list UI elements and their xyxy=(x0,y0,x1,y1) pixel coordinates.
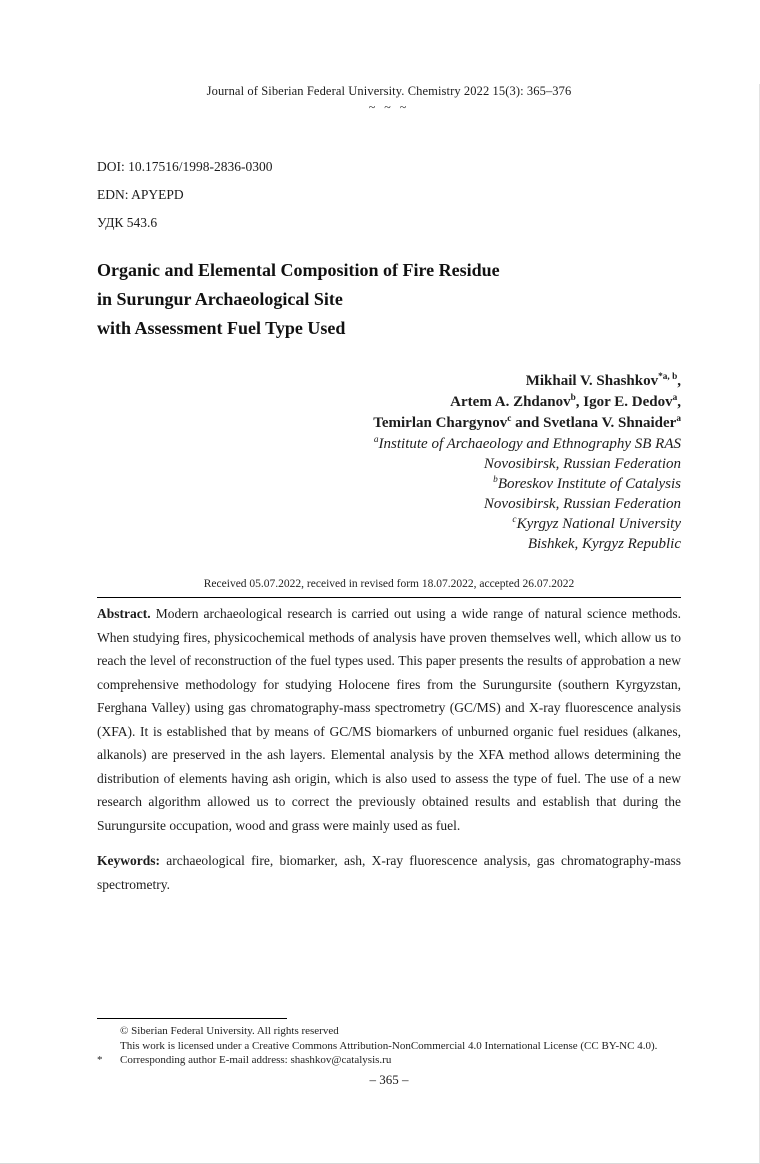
author-affiliation-marker: b xyxy=(570,393,576,403)
abstract-label: Abstract. xyxy=(97,606,151,621)
udk-line: УДК 543.6 xyxy=(97,215,158,230)
abstract-text: Modern archaeological research is carried out using a wide range of natural science methods. When studying fires, physicochemical methods of analysis have proven themselves well, which allow us to reach the level of reconstruction of the fuel types used. This paper presents the results of approbation a new comprehensive methodology for studying Holocene fires from the Surungursite (southern Kyrgyzstan, Ferghana Valley) using gas chromatography-mass spectrometry (GC/MS) and X-ray fluorescence analysis (XFA). It is established that by means of GC/MS biomarkers of unburned organic fuel residues (alkanes, alkanols) are preserved in the ash layers. Elemental analysis by the XFA method allows determining the distribution of elements having ash origin, which is also used to assess the type of fuel. The use of a new research algorithm allowed us to correct the previously obtained results and establish that during the Surungursite occupation, wood and grass were mainly used as fuel. xyxy=(97,606,681,833)
author-affiliation-marker: a xyxy=(672,393,678,403)
article-meta xyxy=(97,159,681,230)
corresponding-author-line xyxy=(97,1053,681,1067)
author-affiliation-marker: *a, b xyxy=(658,372,678,382)
author-name: Mikhail V. Shashkov xyxy=(525,373,659,389)
affiliation-marker: b xyxy=(493,475,498,485)
affiliation-text: Institute of Archaeology and Ethnography SB RAS xyxy=(378,436,681,452)
affiliation-text: Novosibirsk, Russian Federation xyxy=(483,456,681,472)
affiliation-line xyxy=(97,434,681,454)
article-title xyxy=(97,256,681,343)
affiliation-line xyxy=(97,474,681,494)
author-affiliation-marker: c xyxy=(507,414,512,424)
author-separator: , xyxy=(677,394,681,410)
author-name: and Svetlana V. Shnaider xyxy=(511,415,677,431)
author-name: , Igor E. Dedov xyxy=(575,394,673,410)
affiliation-text: Boreskov Institute of Catalysis xyxy=(497,476,681,492)
page-number: – 365 – xyxy=(369,1072,409,1087)
affiliation-line xyxy=(97,534,681,554)
affiliation-marker: a xyxy=(373,435,379,445)
affiliation-text: Novosibirsk, Russian Federation xyxy=(483,496,681,512)
article-title-line-2: in Surungur Archaeological Site xyxy=(97,289,343,309)
author-name: Artem A. Zhdanov xyxy=(450,394,571,410)
abstract-divider xyxy=(97,597,681,598)
edn-line: EDN: APYEPD xyxy=(97,187,184,202)
author-affiliation-marker: a xyxy=(676,414,681,424)
author-separator: , xyxy=(677,373,681,389)
asterisk-marker: * xyxy=(97,1054,103,1066)
page-content xyxy=(0,84,759,896)
affiliation-line xyxy=(97,514,681,534)
affiliation-marker: c xyxy=(512,515,517,525)
affiliation-line xyxy=(97,454,681,474)
affiliations-block xyxy=(97,434,681,554)
paper-page xyxy=(0,84,760,1164)
author-line xyxy=(97,371,681,392)
keywords-label: Keywords: xyxy=(97,853,160,868)
keywords-text: archaeological fire, biomarker, ash, X-ray fluorescence analysis, gas chromatography-mass spectrometry. xyxy=(97,853,681,892)
authors-block xyxy=(97,371,681,434)
footnotes-block xyxy=(97,1018,681,1067)
author-name: Temirlan Chargynov xyxy=(373,415,508,431)
copyright-line: © Siberian Federal University. All rights reserved xyxy=(120,1025,339,1037)
author-line xyxy=(97,413,681,434)
article-title-line-1: Organic and Elemental Composition of Fire Residue xyxy=(97,260,500,280)
ornament-divider: ~ ~ ~ xyxy=(368,100,410,114)
affiliation-text: Bishkek, Kyrgyz Republic xyxy=(527,536,681,552)
affiliation-text: Kyrgyz National University xyxy=(516,516,681,532)
journal-header: Journal of Siberian Federal University. Chemistry 2022 15(3): 365–376 xyxy=(206,84,572,98)
license-line: This work is licensed under a Creative Commons Attribution-NonCommercial 4.0 International License (CC BY-NC 4.0). xyxy=(120,1039,658,1052)
footnote-divider xyxy=(97,1018,287,1019)
corresponding-author-text: Corresponding author E-mail address: shashkov@catalysis.ru xyxy=(120,1054,392,1066)
received-dates: Received 05.07.2022, received in revised form 18.07.2022, accepted 26.07.2022 xyxy=(203,578,575,590)
article-title-line-3: with Assessment Fuel Type Used xyxy=(97,318,346,338)
keywords-paragraph xyxy=(97,849,681,896)
author-line xyxy=(97,392,681,413)
abstract-paragraph xyxy=(97,602,681,837)
doi-line: DOI: 10.17516/1998-2836-0300 xyxy=(97,159,273,174)
affiliation-line xyxy=(97,494,681,514)
